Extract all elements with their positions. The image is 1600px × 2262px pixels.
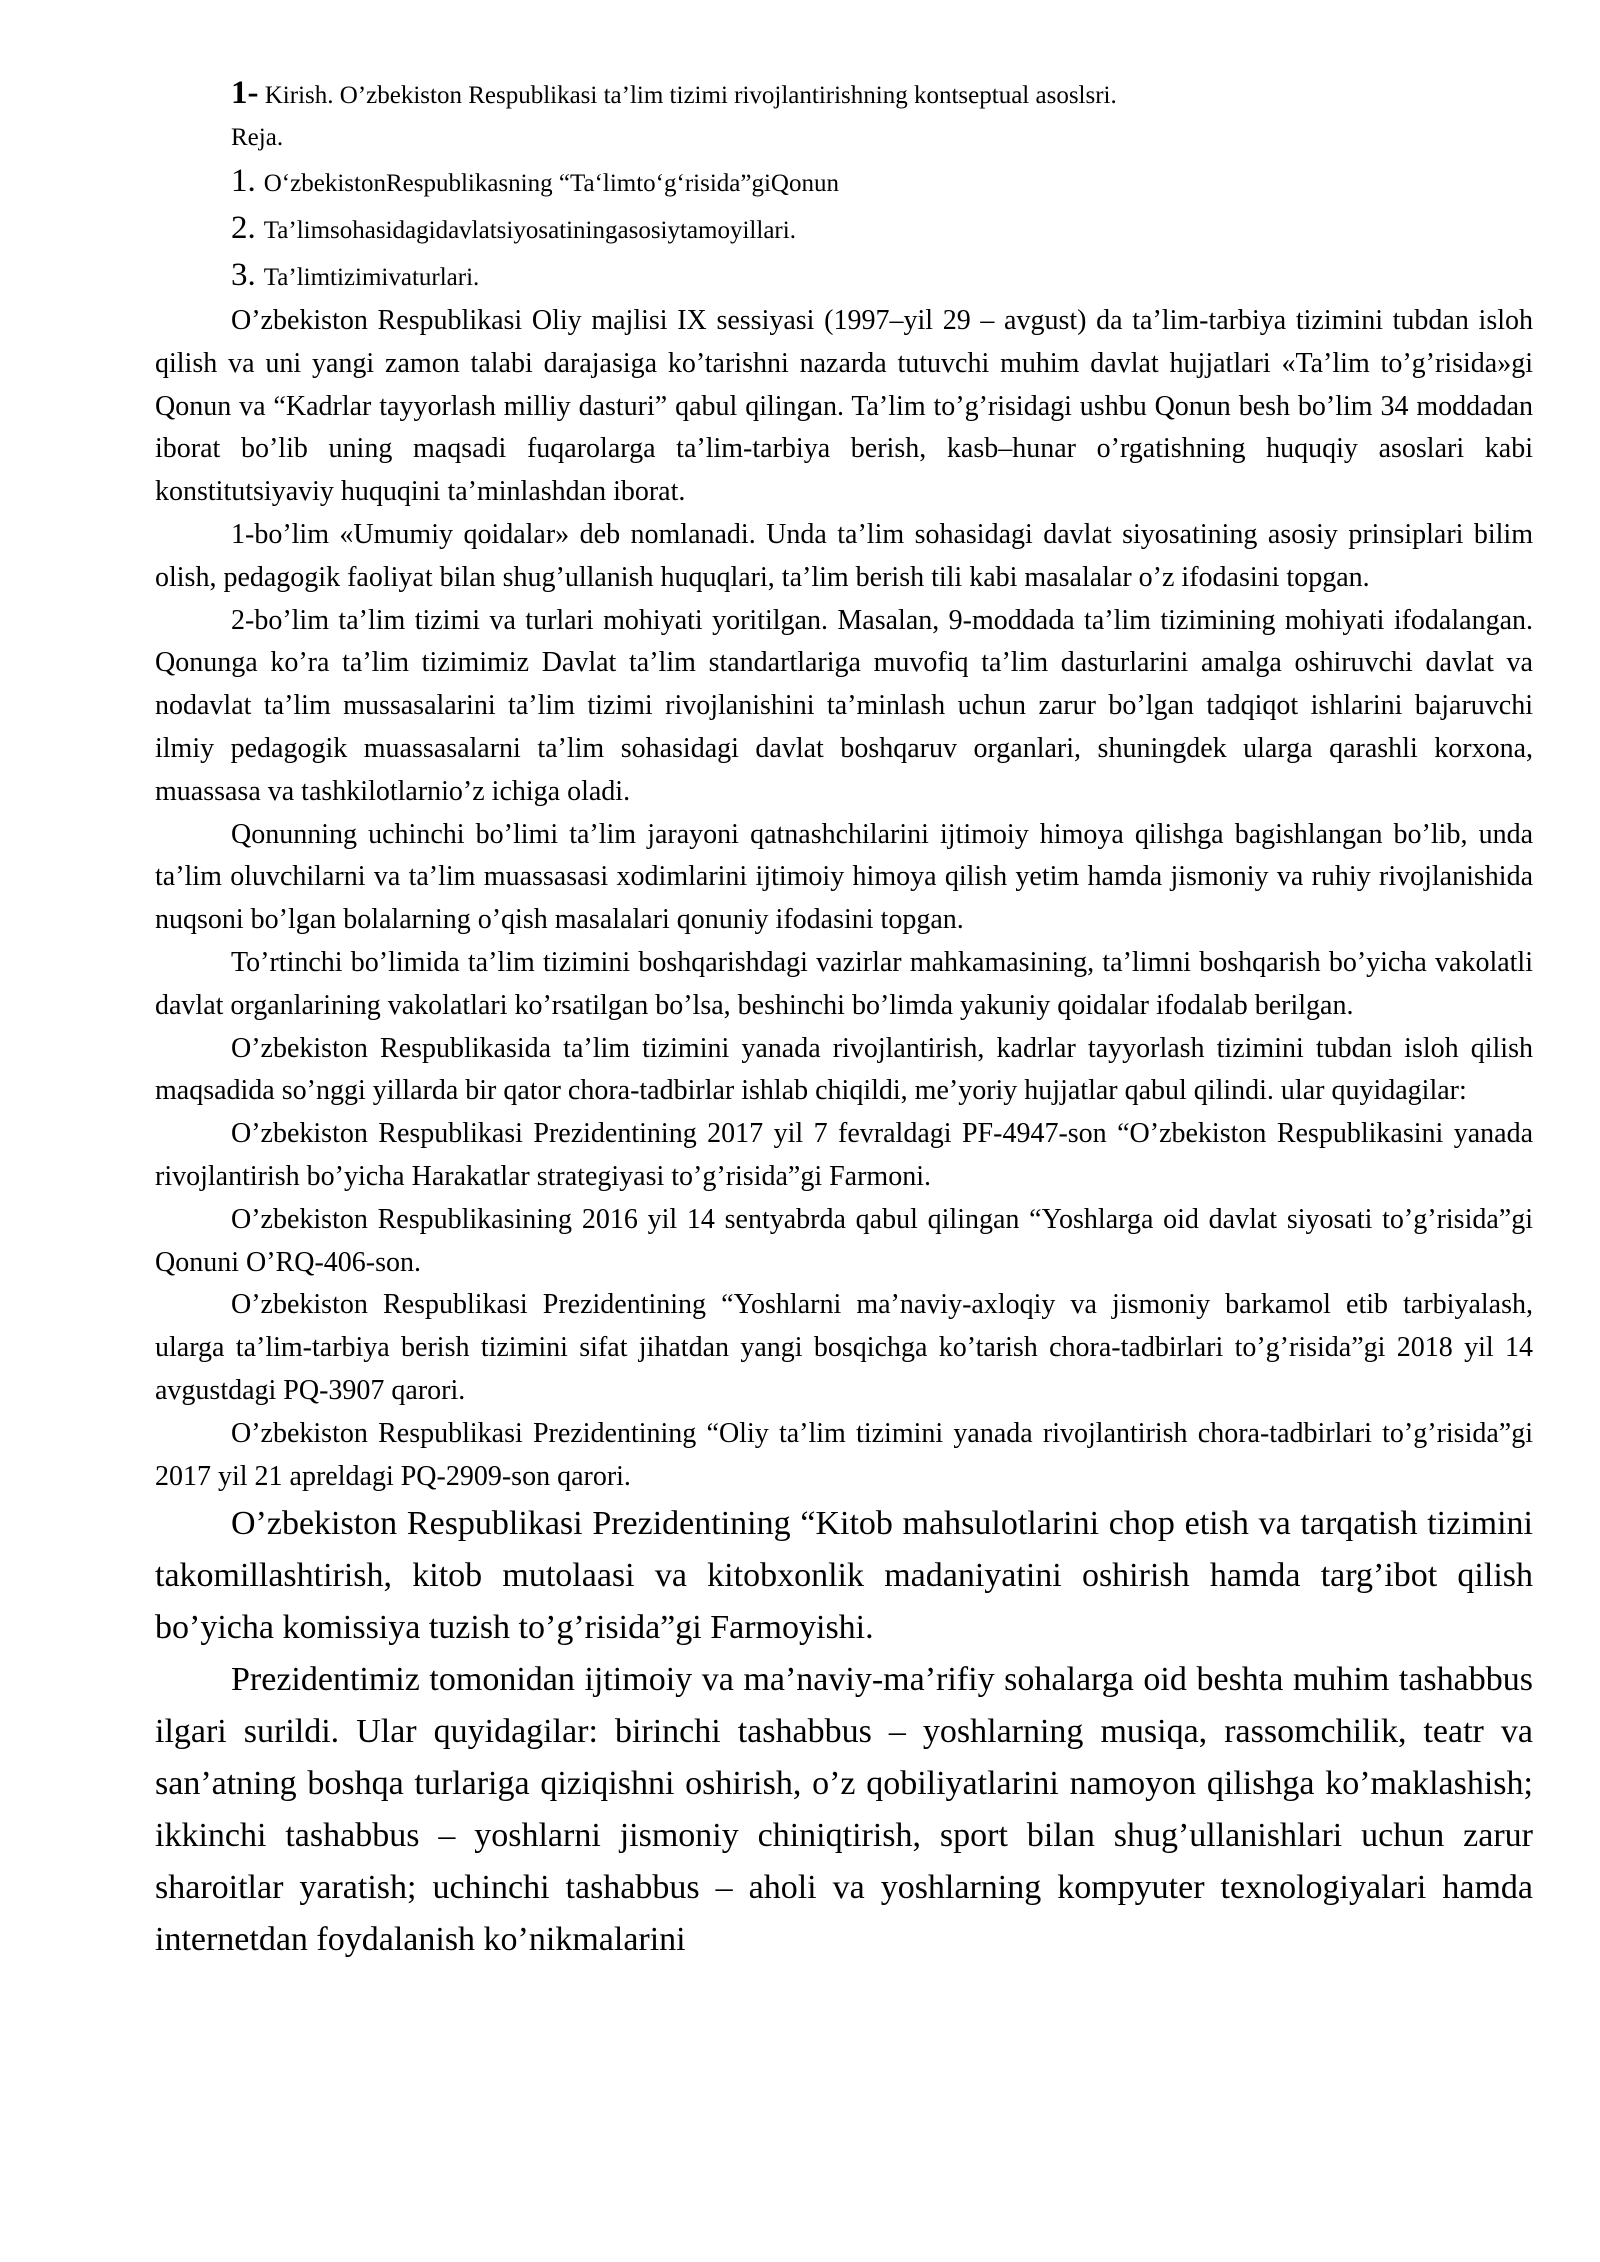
plan-item [155, 253, 1533, 300]
plan-item-number: 3. [231, 257, 256, 293]
section-title: Kirish. O’zbekiston Respublikasi ta’lim tizimi rivojlantirishning kontseptual asoslsri. [258, 82, 1117, 109]
plan-item [155, 159, 1533, 206]
body-paragraph: 2-bo’lim ta’lim tizimi va turlari mohiyati yoritilgan. Masalan, 9-moddada ta’lim tizimining mohiyati ifodalangan. Qonunga ko’ra ta’lim tizimimiz Davlat ta’lim standartlariga muvofiq ta’lim dasturlarini amalga oshiruvchi davlat va nodavlat ta’lim mussasalarini ta’lim tizimi rivojlanishini ta’minlash uchun zarur bo’lgan tadqiqot ishlarini bajaruvchi ilmiy pedagogik muassasalarni ta’lim sohasidagi davlat boshqaruv organlari, shuningdek ularga qarashli korxona, muassasa va tashkilotlarnio’z ichiga oladi. [155, 604, 1533, 807]
body-paragraph: 1-bo’lim «Umumiy qoidalar» deb nomlanadi. Unda ta’lim sohasidagi davlat siyosatining asosiy prinsiplari bilim olish, pedagogik faoliyat bilan shug’ullanish huquqlari, ta’lim berish tili kabi masalalar o’z ifodasini topgan. [155, 518, 1533, 593]
body-paragraph: O’zbekiston Respublikasi Prezidentining 2017 yil 7 fevraldagi PF-4947-son “O’zbekiston Respublikasini yanada rivojlantirish bo’yicha Harakatlar strategiyasi to’g’risida”gi Farmoni. [155, 1118, 1533, 1192]
body-paragraph: O’zbekiston Respublikasi Prezidentining “Oliy ta’lim tizimini yanada rivojlantirish chora-tadbirlari to’g’risida”gi 2017 yil 21 apreldagi PQ-2909-son qarori. [155, 1417, 1533, 1492]
plan-item [155, 206, 1533, 253]
body-paragraph: To’rtinchi bo’limida ta’lim tizimini boshqarishdagi vazirlar mahkamasining, ta’limni boshqarish bo’yicha vakolatli davlat organlarining vakolatlari ko’rsatilgan bo’lsa, beshinchi bo’limda yakuniy qoidalar ifodalab berilgan. [155, 946, 1533, 1021]
section-heading [155, 72, 1533, 117]
plan-label: Reja. [231, 124, 284, 151]
plan-item-text: O‘zbekistonRespublikasning “Ta‘limto‘g‘risida”giQonun [263, 170, 839, 197]
large-paragraph: Prezidentimiz tomonidan ijtimoiy va ma’naviy-ma’rifiy sohalarga oid beshta muhim tashabbus ilgari surildi. Ular quyidagilar: birinchi tashabbus – yoshlarning musiqa, rassomchilik, teatr va san’atning boshqa turlariga qiziqishni oshirish, o’z qobiliyatlarini namoyon qilishga ko’maklashish; ikkinchi tashabbus – yoshlarni jismoniy chiniqtirish, sport bilan shug’ullanishlari uchun zarur sharoitlar yaratish; uchinchi tashabbus – aholi va yoshlarning kompyuter texnologiyalari hamda internetdan foydalanish ko’nikmalarini [155, 1661, 1533, 1959]
document-body [155, 72, 1533, 1966]
body-paragraph: O’zbekiston Respublikasi Oliy majlisi IX sessiyasi (1997–yil 29 – avgust) da ta’lim-tarbiya tizimini tubdan isloh qilish va uni yangi zamon talabi darajasiga ko’tarishni nazarda tutuvchi muhim davlat hujjatlari «Ta’lim to’g’risida»gi Qonun va “Kadrlar tayyorlash milliy dasturi” qabul qilingan. Ta’lim to’g’risidagi ushbu Qonun besh bo’lim 34 moddadan iborat bo’lib uning maqsadi fuqarolarga ta’lim-tarbiya berish, kasb–hunar o’rgatishning huquqiy asoslari kabi konstitutsiyaviy huquqini ta’minlashdan iborat. [155, 305, 1533, 508]
plan-item-number: 1. [231, 163, 256, 199]
large-paragraph: O’zbekiston Respublikasi Prezidentining “Kitob mahsulotlarini chop etish va tarqatish tizimini takomillashtirish, kitob mutolaasi va kitobxonlik madaniyatini oshirish hamda targ’ibot qilish bo’yicha komissiya tuzish to’g’risida”gi Farmoyishi. [155, 1505, 1533, 1647]
body-paragraph: O’zbekiston Respublikasi Prezidentining “Yoshlarni ma’naviy-axloqiy va jismoniy barkamol etib tarbiyalash, ularga ta’lim-tarbiya berish tizimini sifat jihatdan yangi bosqichga ko’tarish chora-tadbirlari to’g’risida”gi 2018 yil 14 avgustdagi PQ-3907 qarori. [155, 1289, 1533, 1406]
plan-item-text: Ta’limtizimivaturlari. [263, 264, 480, 291]
plan-item-text: Ta’limsohasidagidavlatsiyosatiningasosiytamoyillari. [263, 217, 796, 244]
plan-item-number: 2. [231, 210, 256, 246]
body-paragraph: O’zbekiston Respublikasining 2016 yil 14 sentyabrda qabul qilingan “Yoshlarga oid davlat siyosati to’g’risida”gi Qonuni O’RQ-406-son. [155, 1203, 1533, 1278]
body-paragraph: Qonunning uchinchi bo’limi ta’lim jarayoni qatnashchilarini ijtimoiy himoya qilishga bagishlangan bo’lib, unda ta’lim oluvchilarni va ta’lim muassasasi xodimlarini ijtimoiy himoya qilish yetim hamda jismoniy va ruhiy rivojlanishida nuqsoni bo’lgan bolalarning o’qish masalalari qonuniy ifodasini topgan. [155, 818, 1533, 936]
section-number: 1- [231, 75, 259, 111]
body-paragraph: O’zbekiston Respublikasida ta’lim tizimini yanada rivojlantirish, kadrlar tayyorlash tizimini tubdan isloh qilish maqsadida so’nggi yillarda bir qator chora-tadbirlar ishlab chiqildi, me’yoriy hujjatlar qabul qilindi. ular quyidagilar: [155, 1032, 1533, 1107]
